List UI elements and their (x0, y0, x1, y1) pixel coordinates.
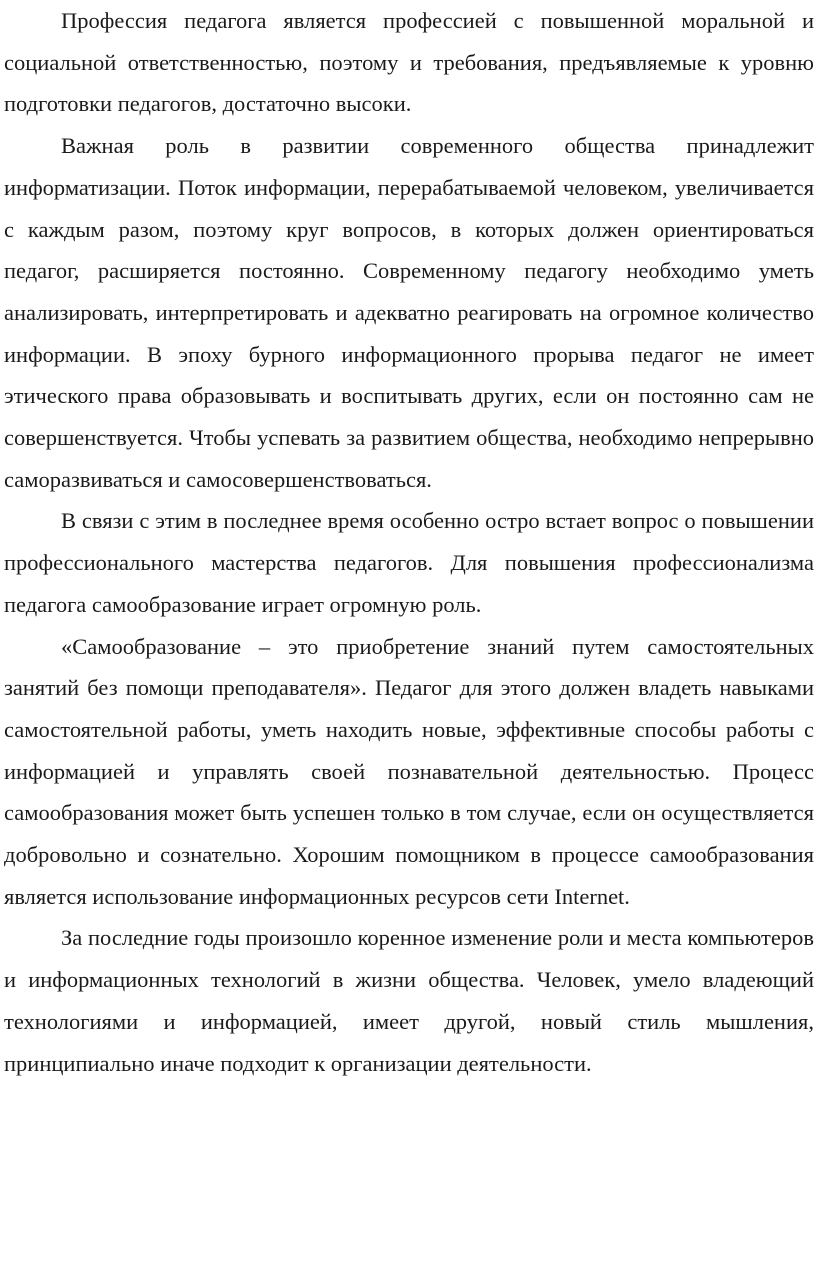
paragraph-professional-mastery: В связи с этим в последнее время особенно остро встает вопрос о повышении профессионального мастерства педагогов. Для повышения профессионализма педагога самообразование играет огромную роль. (4, 508, 814, 617)
paragraph-computers-role: За последние годы произошло коренное изменение роли и места компьютеров и информационных технологий в жизни общества. Человек, умело владеющий технологиями и информацией, имеет другой, новый стиль мышления, принципиально иначе подходит к организации деятельности. (4, 925, 814, 1076)
paragraph-self-education: «Самообразование – это приобретение знаний путем самостоятельных занятий без помощи преподавателя». Педагог для этого должен владеть навыками самостоятельной работы, уметь находить новые, эффективные способы работы с информацией и управлять своей познавательной деятельностью. Процесс самообразования может быть успешен только в том случае, если он осуществляется добровольно и сознательно. Хорошим помощником в процессе самообразования является использование информационных ресурсов сети Internet. (4, 633, 814, 909)
paragraph-informatization: Важная роль в развитии современного общества принадлежит информатизации. Поток информации, перерабатываемой человеком, увеличивается с каждым разом, поэтому круг вопросов, в которых должен ориентироваться педагог, расширяется постоянно. Современному педагогу необходимо уметь анализировать, интерпретировать и адекватно реагировать на огромное количество информации. В эпоху бурного информационного прорыва педагог не имеет этического права образовывать и воспитывать других, если он постоянно сам не совершенствуется. Чтобы успевать за развитием общества, необходимо непрерывно саморазвиваться и самосовершенствоваться. (4, 133, 814, 492)
document-page (4, 0, 814, 1084)
paragraph-teacher-profession: Профессия педагога является профессией с повышенной моральной и социальной ответственностью, поэтому и требования, предъявляемые к уровню подготовки педагогов, достаточно высоки. (4, 8, 814, 117)
